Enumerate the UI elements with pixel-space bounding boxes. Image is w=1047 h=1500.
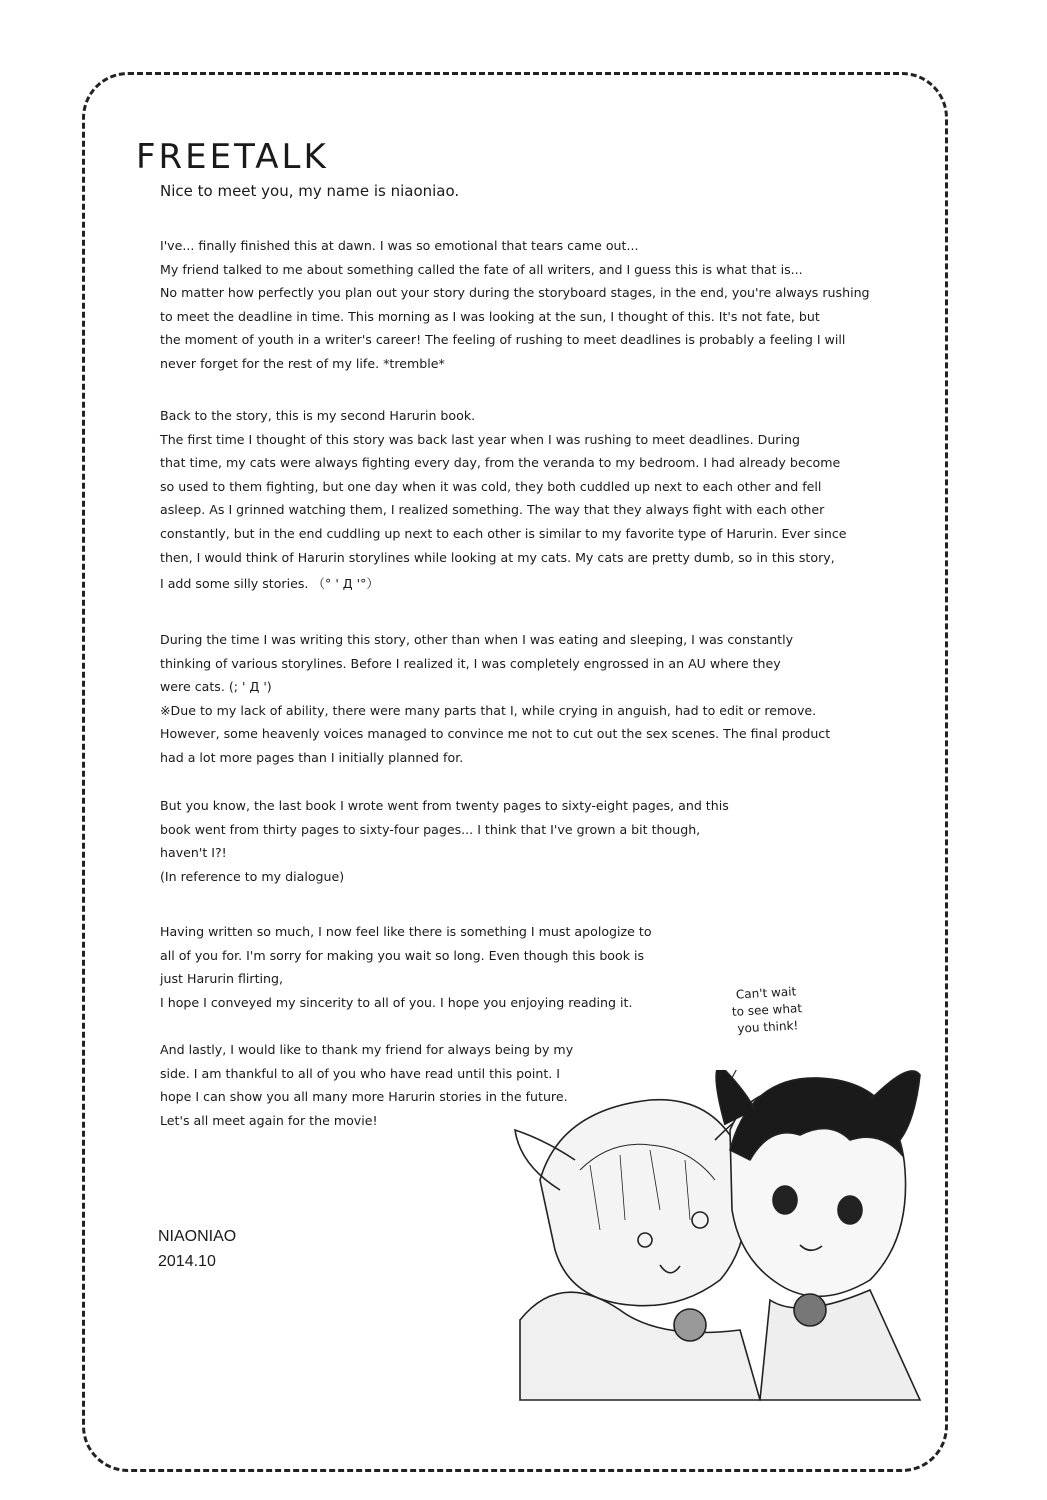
letter-line: the moment of youth in a writer's career! The feeling of rushing to meet deadlines is probably a feeling I will: [160, 332, 846, 348]
letter-line: book went from thirty pages to sixty-four pages... I think that I've grown a bit though,: [160, 821, 701, 837]
left-character: [515, 1100, 760, 1400]
letter-line: then, I would think of Harurin storylines while looking at my cats. My cats are pretty dumb, so in this story,: [160, 549, 835, 565]
letter-line: asleep. As I grinned watching them, I realized something. The way that they always fight with each other: [160, 502, 825, 518]
page-title: FREETALK: [136, 136, 329, 177]
letter-line: side. I am thankful to all of you who have read until this point. I: [160, 1065, 560, 1081]
letter-line: And lastly, I would like to thank my friend for always being by my: [160, 1042, 574, 1057]
letter-line: I hope I conveyed my sincerity to all of you. I hope you enjoying reading it.: [160, 994, 633, 1010]
letter-line: But you know, the last book I wrote went from twenty pages to sixty-eight pages, and this: [160, 798, 729, 813]
letter-line: that time, my cats were always fighting every day, from the veranda to my bedroom. I had already become: [160, 455, 841, 471]
greeting-line: Nice to meet you, my name is niaoniao.: [160, 182, 460, 200]
signature-date: 2014.10: [158, 1253, 216, 1270]
letter-line: hope I can show you all many more Harurin stories in the future.: [160, 1089, 568, 1105]
letter-line: Back to the story, this is my second Harurin book.: [160, 408, 476, 423]
cat-boys-illustration: [500, 1070, 930, 1410]
letter-line: were cats. (; ' Д '): [160, 679, 272, 695]
letter-line: haven't I?!: [160, 845, 227, 861]
letter-line: I've... finally finished this at dawn. I was so emotional that tears came out...: [160, 238, 639, 253]
letter-line: just Harurin flirting,: [160, 971, 284, 987]
letter-line: My friend talked to me about something called the fate of all writers, and I guess this is what that is...: [160, 261, 803, 277]
speech-bubble: [711, 982, 824, 1039]
letter-line: never forget for the rest of my life. *tremble*: [160, 356, 445, 371]
letter-line: The first time I thought of this story was back last year when I was rushing to meet deadlines. During: [160, 431, 800, 447]
letter-line: so used to them fighting, but one day when it was cold, they both cuddled up next to each other and fell: [160, 478, 822, 494]
letter-line: During the time I was writing this story, other than when I was eating and sleeping, I was constantly: [160, 632, 794, 647]
letter-line: had a lot more pages than I initially planned for.: [160, 750, 464, 765]
letter-line: Let's all meet again for the movie!: [160, 1112, 378, 1128]
speech-line: Can't wait: [735, 984, 797, 1002]
signature-name: NIAONIAO: [158, 1228, 237, 1245]
letter-line: No matter how perfectly you plan out your story during the storyboard stages, in the end, you're always rushing: [160, 285, 870, 301]
letter-line: ※Due to my lack of ability, there were many parts that I, while crying in anguish, had to edit or remove.: [160, 702, 817, 718]
letter-line: all of you for. I'm sorry for making you wait so long. Even though this book is: [160, 947, 645, 963]
letter-line: (In reference to my dialogue): [160, 868, 345, 884]
letter-line: Having written so much, I now feel like there is something I must apologize to: [160, 924, 652, 939]
speech-line: to see what: [731, 1001, 803, 1019]
letter-line: constantly, but in the end cuddling up next to each other is similar to my favorite type of Harurin. Ever since: [160, 526, 847, 541]
letter-line: to meet the deadline in time. This morning as I was looking at the sun, I thought of this. It's not fate, but: [160, 308, 820, 324]
speech-line: you think!: [737, 1018, 799, 1036]
letter-line: However, some heavenly voices managed to convince me not to cut out the sex scenes. The final product: [160, 726, 831, 742]
letter-line: I add some silly stories. （° ' Д '°）: [160, 576, 379, 592]
letter-line: thinking of various storylines. Before I realized it, I was completely engrossed in an AU where they: [160, 655, 781, 671]
